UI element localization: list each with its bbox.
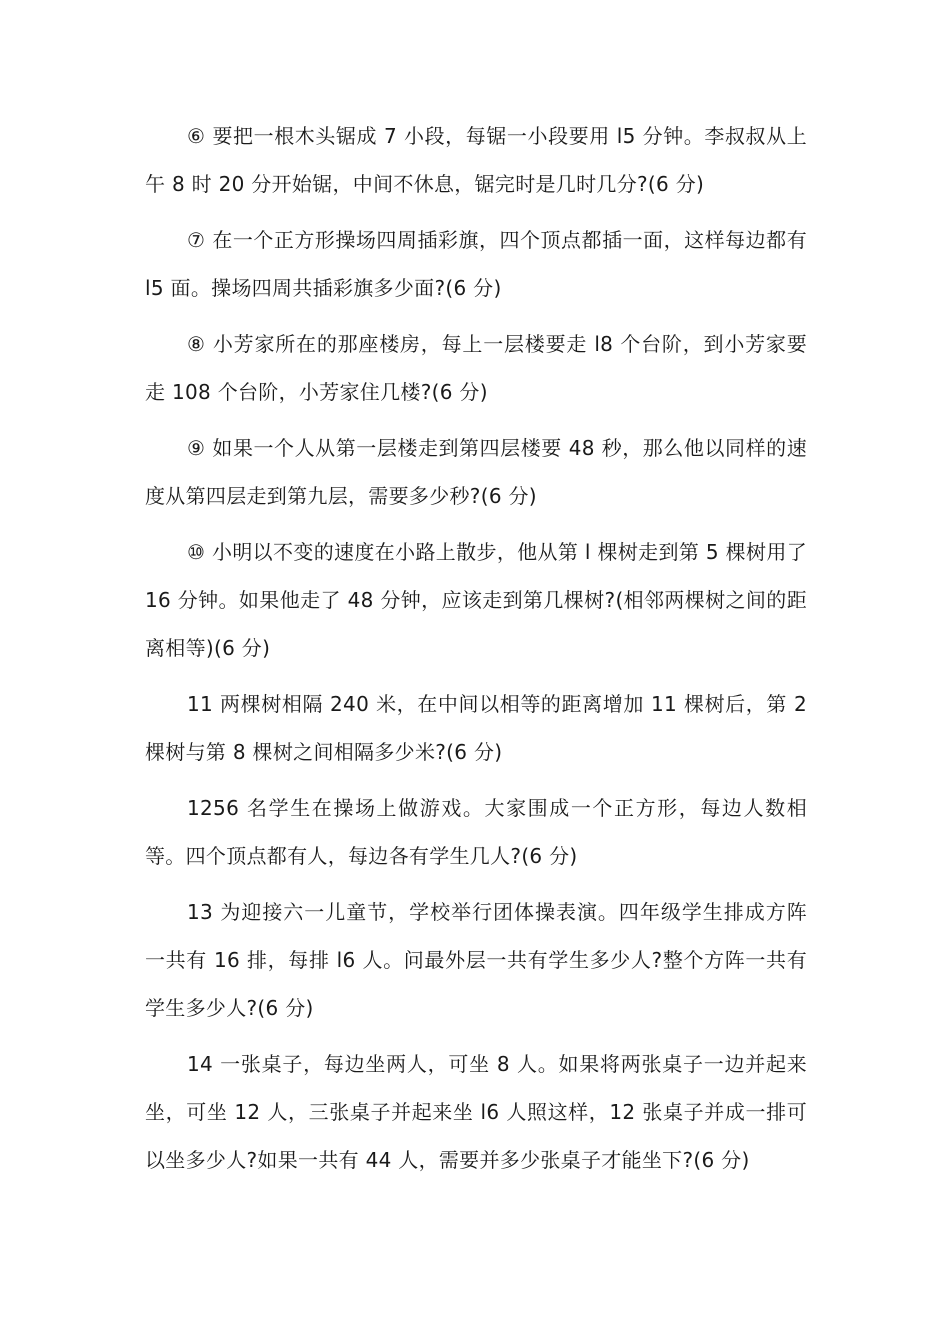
document-page xyxy=(145,112,807,1192)
problem-6: ⑥ 要把一根木头锯成 7 小段，每锯一小段要用 l5 分钟。李叔叔从上午 8 时 20 分开始锯，中间不休息，锯完时是几时几分?(6 分) xyxy=(145,124,807,196)
problem-14: 14 一张桌子，每边坐两人，可坐 8 人。如果将两张桌子一边并起来坐，可坐 12 人，三张桌子并起来坐 l6 人照这样，12 张桌子并成一排可以坐多少人?如果一共有 44 人，需要并多少张桌子才能坐下?(6 分) xyxy=(145,1052,807,1172)
problem-10: ⑩ 小明以不变的速度在小路上散步，他从第 l 棵树走到第 5 棵树用了 16 分钟。如果他走了 48 分钟，应该走到第几棵树?(相邻两棵树之间的距离相等)(6 分) xyxy=(145,540,807,660)
problem-9: ⑨ 如果一个人从第一层楼走到第四层楼要 48 秒，那么他以同样的速度从第四层走到第九层，需要多少秒?(6 分) xyxy=(145,436,807,508)
problem-13: 13 为迎接六一儿童节，学校举行团体操表演。四年级学生排成方阵一共有 16 排，每排 l6 人。问最外层一共有学生多少人?整个方阵一共有学生多少人?(6 分) xyxy=(145,900,807,1020)
problem-8: ⑧ 小芳家所在的那座楼房，每上一层楼要走 l8 个台阶，到小芳家要走 108 个台阶，小芳家住几楼?(6 分) xyxy=(145,332,807,404)
problem-11: 11 两棵树相隔 240 米，在中间以相等的距离增加 11 棵树后，第 2 棵树与第 8 棵树之间相隔多少米?(6 分) xyxy=(145,692,807,764)
problem-12: 1256 名学生在操场上做游戏。大家围成一个正方形，每边人数相等。四个顶点都有人，每边各有学生几人?(6 分) xyxy=(145,796,807,868)
problem-7: ⑦ 在一个正方形操场四周插彩旗，四个顶点都插一面，这样每边都有 l5 面。操场四周共插彩旗多少面?(6 分) xyxy=(145,228,807,300)
